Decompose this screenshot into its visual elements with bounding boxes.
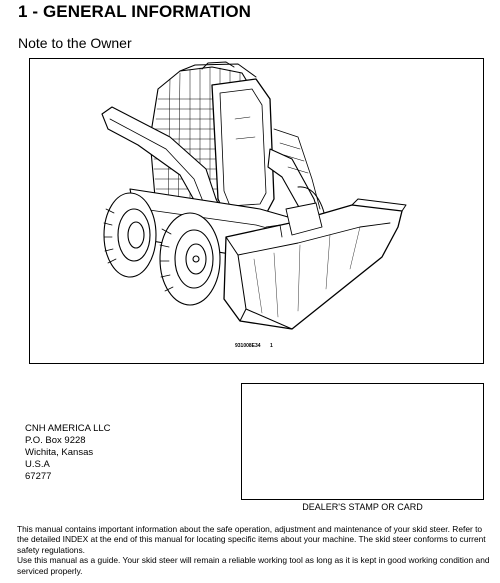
body-paragraph: Use this manual as a guide. Your skid steer will remain a reliable working tool as long as it is kept in good working condition and serviced properly.	[17, 555, 490, 576]
body-text	[17, 524, 493, 576]
address-line: P.O. Box 9228	[25, 435, 86, 446]
page-title: 1 - GENERAL INFORMATION	[18, 2, 252, 21]
body-paragraph: This manual contains important information about the safe operation, adjustment and maintenance of your skid steer. Refer to the detailed INDEX at the end of this manual for locating specific items about your machine. The skid steer conforms to current safety regulations.	[17, 524, 486, 555]
figure-reference: 931008E34	[235, 343, 261, 349]
address-line: Wichita, Kansas	[25, 447, 94, 458]
figure-frame	[29, 58, 484, 364]
figure-number: 1	[270, 343, 273, 349]
address-line: 67277	[25, 471, 52, 482]
section-subtitle: Note to the Owner	[18, 35, 132, 51]
address-line: U.S.A	[25, 459, 50, 470]
address-block	[25, 423, 111, 483]
dealer-stamp-box	[241, 383, 484, 500]
dealer-stamp-caption: DEALER'S STAMP OR CARD	[302, 502, 423, 512]
skid-steer-illustration	[30, 59, 483, 363]
address-line: CNH AMERICA LLC	[25, 423, 111, 434]
